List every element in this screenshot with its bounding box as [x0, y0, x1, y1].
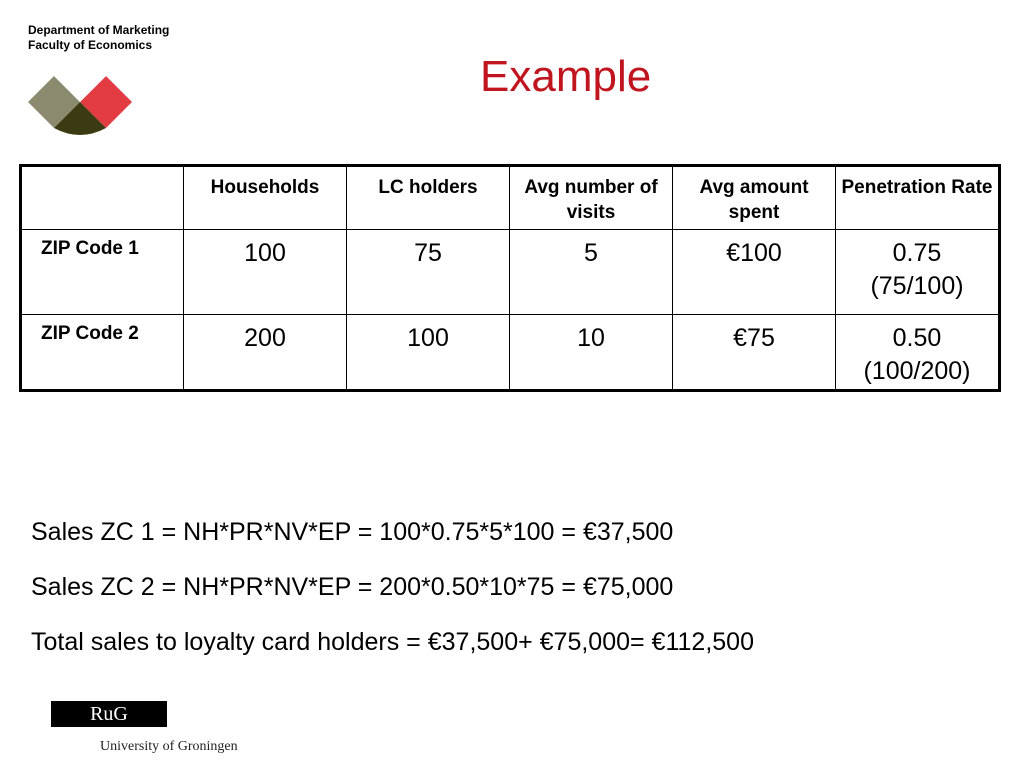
- column-header: [21, 166, 184, 230]
- table-cell: 100: [184, 230, 347, 315]
- table-cell: €100: [673, 230, 836, 315]
- column-header: LC holders: [347, 166, 510, 230]
- rug-logo: RuG: [51, 701, 167, 727]
- table-row: [21, 315, 1000, 391]
- column-header: Households: [184, 166, 347, 230]
- column-header: Avg number of visits: [510, 166, 673, 230]
- column-header: Avg amount spent: [673, 166, 836, 230]
- table-cell: [836, 315, 1000, 391]
- table-cell: 5: [510, 230, 673, 315]
- faculty-logo: [26, 74, 134, 141]
- formula-line: Total sales to loyalty card holders = €37,500+ €75,000= €112,500: [31, 628, 754, 656]
- penetration-calc: (75/100): [870, 272, 964, 300]
- row-label: ZIP Code 1: [21, 230, 184, 315]
- table-cell: 75: [347, 230, 510, 315]
- formula-line: Sales ZC 2 = NH*PR*NV*EP = 200*0.50*10*75 = €75,000: [31, 573, 674, 601]
- table-row: [21, 230, 1000, 315]
- faculty-name: Faculty of Economics: [28, 38, 153, 52]
- table-cell: 10: [510, 315, 673, 391]
- data-table: [19, 164, 1001, 392]
- university-name: University of Groningen: [100, 739, 238, 754]
- table-cell: [836, 230, 1000, 315]
- penetration-rate: 0.75: [892, 239, 942, 267]
- department-header: [28, 23, 169, 53]
- formula-line: Sales ZC 1 = NH*PR*NV*EP = 100*0.75*5*100 = €37,500: [31, 518, 674, 546]
- department-name: Department of Marketing: [28, 23, 170, 37]
- row-label: ZIP Code 2: [21, 315, 184, 391]
- page-title: Example: [480, 52, 652, 101]
- table-cell: 100: [347, 315, 510, 391]
- column-header: Penetration Rate: [836, 166, 1000, 230]
- penetration-rate: 0.50: [892, 324, 942, 352]
- formulas: [31, 505, 754, 670]
- table-cell: 200: [184, 315, 347, 391]
- table-cell: €75: [673, 315, 836, 391]
- table-header-row: [21, 166, 1000, 230]
- penetration-calc: (100/200): [863, 357, 971, 385]
